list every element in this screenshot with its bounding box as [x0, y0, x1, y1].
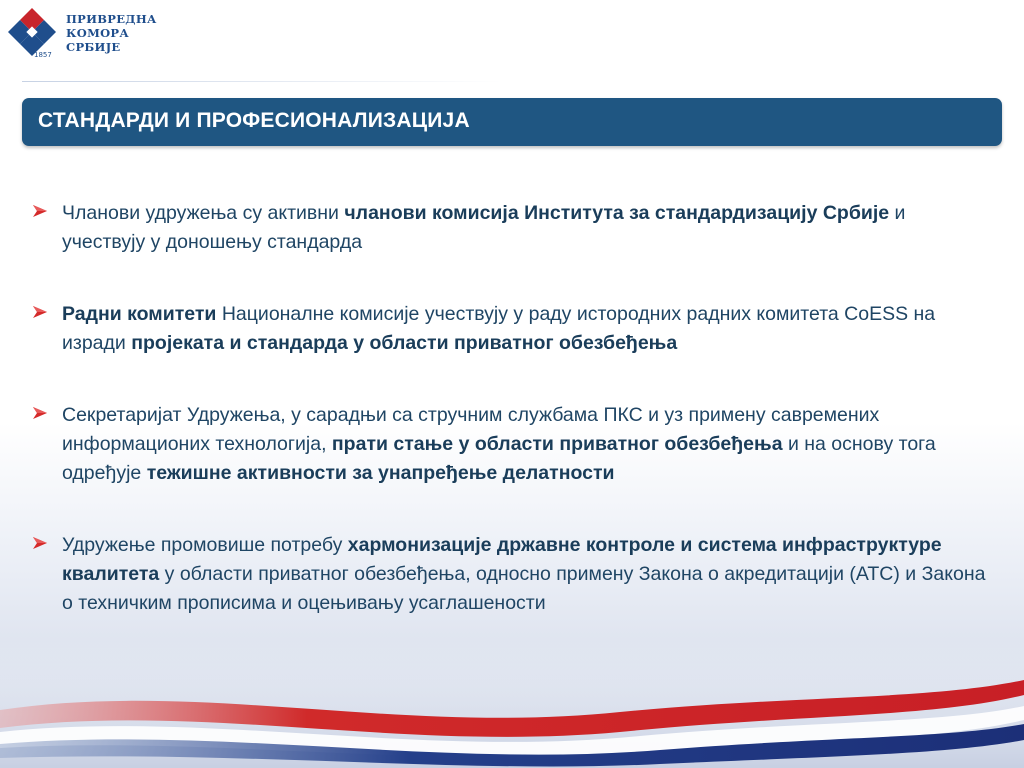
red-arrow-bullet-icon	[32, 536, 48, 550]
bullet-item-2	[32, 300, 992, 358]
header-divider	[22, 81, 502, 82]
bullet-text-plain: и на основу тога одређује	[62, 433, 936, 484]
chamber-logo	[4, 4, 164, 62]
logo-year: 1857	[34, 51, 52, 59]
bullet-text-bold: хармонизације државне контроле и система инфраструктуре квалитета	[62, 534, 942, 585]
bullet-text-bold: прати стање у области приватног обезбеђења	[331, 433, 783, 455]
logo-line-1: ПРИВРЕДНА	[66, 12, 157, 26]
bullet-text-bold: чланови комисија Института за стандардизацију Србије	[344, 202, 890, 224]
bullet-text	[62, 531, 992, 618]
red-arrow-bullet-icon	[32, 406, 48, 420]
flag-waves-decoration	[0, 640, 1024, 768]
bullet-list	[32, 199, 992, 618]
bullet-text-bold: пројеката и стандарда у области приватног обезбеђења	[131, 332, 678, 354]
slide-title-bar	[22, 98, 1002, 146]
bullet-text-plain: и учествују у доношењу стандарда	[62, 202, 906, 253]
bullet-text-plain: Националне комисије учествују у раду истородних радних комитета CoESS на изради	[62, 303, 936, 354]
bullet-text	[62, 199, 992, 257]
bullet-text	[62, 401, 992, 488]
bullet-item-4	[32, 531, 992, 618]
bullet-text-plain: Чланови удружења су активни	[62, 202, 345, 224]
red-arrow-bullet-icon	[32, 204, 48, 218]
logo-wordmark	[66, 12, 157, 54]
logo-line-3: СРБИЈЕ	[66, 40, 121, 54]
logo-line-2: КОМОРА	[66, 26, 130, 40]
red-arrow-bullet-icon	[32, 305, 48, 319]
bullet-item-1	[32, 199, 992, 257]
bullet-text-plain: у области приватног обезбеђења, односно примену Закона о акредитацији (АТС) и Закона о техничким прописима и оцењивању усаглашености	[62, 563, 986, 614]
bullet-item-3	[32, 401, 992, 488]
bullet-text	[62, 300, 992, 358]
slide-title: СТАНДАРДИ И ПРОФЕСИОНАЛИЗАЦИЈА	[38, 109, 470, 132]
bullet-text-plain: Секретаријат Удружења, у сарадњи са стручним службама ПКС и уз примену савремених информационих технологија,	[62, 404, 880, 455]
bullet-text-plain: Удружење промовише потребу	[62, 534, 348, 556]
bullet-text-bold: тежишне активности за унапређење делатности	[146, 462, 615, 484]
bullet-text-bold: Радни комитети	[62, 303, 217, 325]
